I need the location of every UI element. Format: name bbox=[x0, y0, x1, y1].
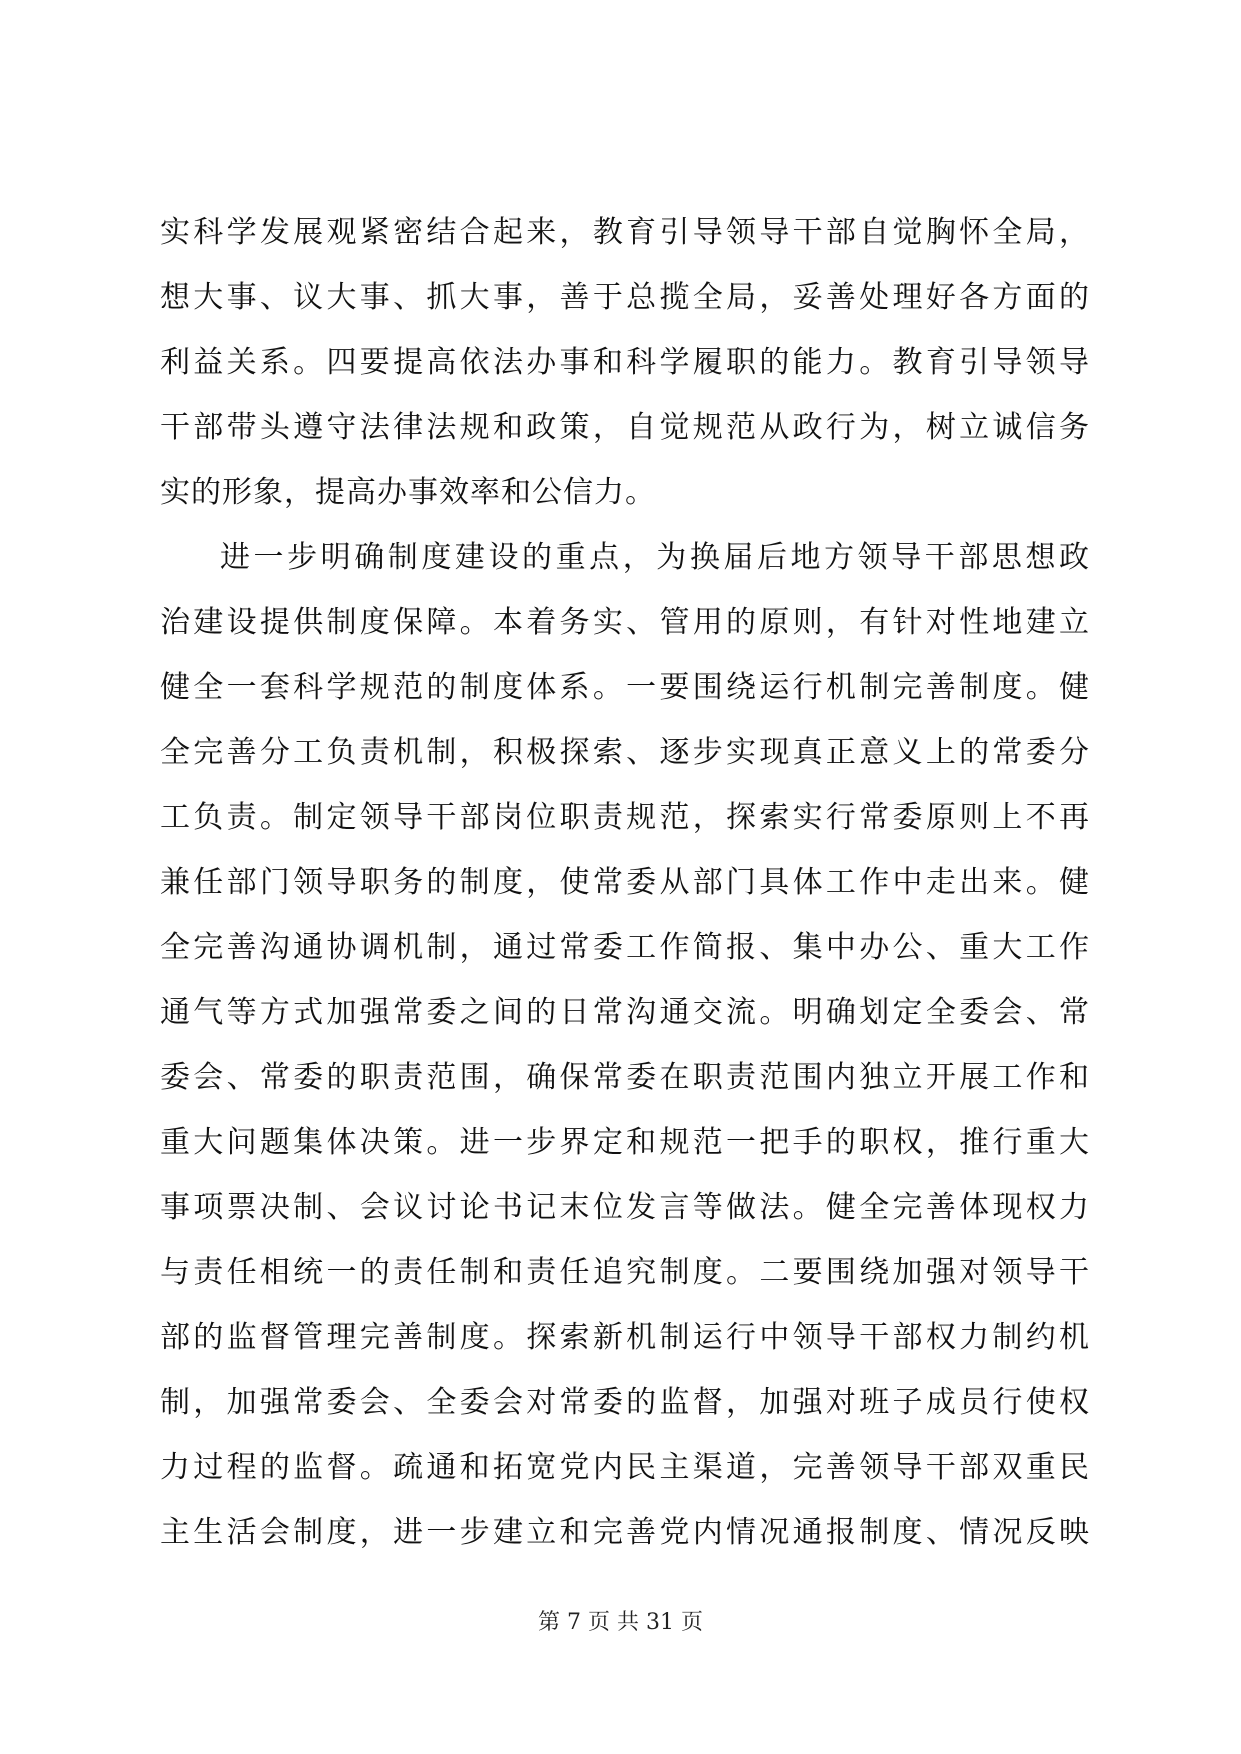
text-line: 委会、常委的职责范围，确保常委在职责范围内独立开展工作和 bbox=[160, 1060, 1090, 1095]
page-number-footer: 第 7 页 共 31 页 bbox=[538, 1610, 703, 1635]
text-line: 干部带头遵守法律法规和政策，自觉规范从政行为，树立诚信务 bbox=[160, 410, 1090, 445]
text-line: 利益关系。四要提高依法办事和科学履职的能力。教育引导领导 bbox=[160, 345, 1090, 380]
text-line: 实科学发展观紧密结合起来，教育引导领导干部自觉胸怀全局， bbox=[160, 215, 1090, 250]
document-body bbox=[160, 200, 1090, 1565]
text-line: 治建设提供制度保障。本着务实、管用的原则，有针对性地建立 bbox=[160, 605, 1090, 640]
text-line: 兼任部门领导职务的制度，使常委从部门具体工作中走出来。健 bbox=[160, 865, 1090, 900]
text-line: 制，加强常委会、全委会对常委的监督，加强对班子成员行使权 bbox=[160, 1385, 1090, 1420]
text-line: 实的形象，提高办事效率和公信力。 bbox=[160, 475, 656, 510]
text-line: 全完善分工负责机制，积极探索、逐步实现真正意义上的常委分 bbox=[160, 735, 1090, 770]
text-line: 通气等方式加强常委之间的日常沟通交流。明确划定全委会、常 bbox=[160, 995, 1090, 1030]
text-line: 与责任相统一的责任制和责任追究制度。二要围绕加强对领导干 bbox=[160, 1255, 1090, 1290]
text-line: 进一步明确制度建设的重点，为换届后地方领导干部思想政 bbox=[220, 540, 1090, 575]
text-line: 主生活会制度，进一步建立和完善党内情况通报制度、情况反映 bbox=[160, 1515, 1090, 1550]
text-line: 力过程的监督。疏通和拓宽党内民主渠道，完善领导干部双重民 bbox=[160, 1450, 1090, 1485]
text-line: 全完善沟通协调机制，通过常委工作简报、集中办公、重大工作 bbox=[160, 930, 1090, 965]
text-line: 重大问题集体决策。进一步界定和规范一把手的职权，推行重大 bbox=[160, 1125, 1090, 1160]
text-line: 工负责。制定领导干部岗位职责规范，探索实行常委原则上不再 bbox=[160, 800, 1090, 835]
text-line: 健全一套科学规范的制度体系。一要围绕运行机制完善制度。健 bbox=[160, 670, 1090, 705]
text-line: 想大事、议大事、抓大事，善于总揽全局，妥善处理好各方面的 bbox=[160, 280, 1090, 315]
text-line: 部的监督管理完善制度。探索新机制运行中领导干部权力制约机 bbox=[160, 1320, 1090, 1355]
text-line: 事项票决制、会议讨论书记末位发言等做法。健全完善体现权力 bbox=[160, 1190, 1090, 1225]
